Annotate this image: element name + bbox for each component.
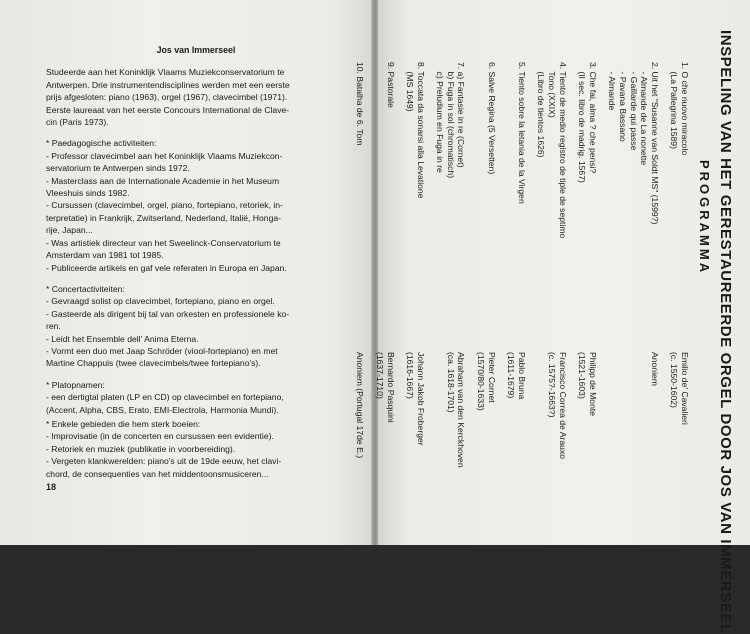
program-gap (497, 62, 506, 532)
composer (607, 352, 660, 532)
program-item (669, 62, 690, 532)
composer-line: Francisco Correa de Arauxo (557, 352, 568, 459)
composer (536, 352, 568, 532)
program-item (355, 62, 366, 532)
section-line: - Cursussen (clavecimbel, orgel, piano, fortepiano, retoriek, in- (46, 200, 283, 211)
section-line: - Vormt een duo met Jaap Schröder (viool-fortepiano) en met (46, 345, 278, 356)
section-line: - Was artistiek directeur van het Sweelinck-Conservatorium te (46, 237, 281, 248)
work-line: - Almande (607, 62, 618, 111)
intro-line: Studeerde aan het Koninklijk Vlaams Muziekconservatorium te (46, 67, 285, 78)
section-paedagogisch (46, 137, 346, 273)
program-item (374, 62, 395, 532)
program-item (476, 62, 497, 532)
section-heading: * Paedagogische activiteiten: (46, 138, 157, 149)
work-line: 4. Tiento de medio registro de tiple de septimo (557, 62, 568, 239)
composer (506, 352, 527, 532)
composer-line: (ca. 1618-1701) (445, 352, 456, 413)
composer-line: Bernardo Pasquini (385, 352, 396, 423)
section-line: - Retoriek en muziek (publikatie in voorbereiding). (46, 443, 236, 454)
work-title (374, 62, 395, 352)
section-platopnamen (46, 379, 346, 416)
section-line: terpretatie) in Frankrijk, Zwitserland, Nederland, Italië, Honga- (46, 212, 281, 223)
composer-line: Pieter Cornet (486, 352, 497, 403)
composer (669, 352, 690, 532)
composer-line: Anoniem (Portugal 17de E.) (355, 352, 366, 459)
program-gap (660, 62, 669, 532)
composer (435, 352, 467, 532)
program-item (607, 62, 660, 532)
intro-line: Eerste laureaat van het eerste Concours International de Clave- (46, 104, 290, 115)
composer-line: (1611-1679) (506, 352, 517, 399)
section-heading: * Enkele gebieden die hem sterk boeien: (46, 418, 201, 429)
section-line: Vleeshuis sinds 1982. (46, 188, 130, 199)
work-title (476, 62, 497, 352)
work-title (577, 62, 598, 352)
section-heading: * Platopnamen: (46, 379, 105, 390)
composer-line: Johann Jakob Froberger (415, 352, 426, 446)
section-line: (Accent, Alpha, CBS, Erato, EMI-Electrola, Harmonia Mundi). (46, 404, 279, 415)
composer-line: (1570/80-1633) (476, 352, 487, 411)
biography (46, 44, 346, 480)
work-line: (MS 1649) (405, 62, 416, 112)
composer-line: (c. 1550-1602) (669, 352, 680, 408)
left-page (0, 0, 372, 545)
composer (374, 352, 395, 532)
section-line: servatorium te Antwerpen sinds 1972. (46, 163, 190, 174)
intro-line: cin (Paris 1973). (46, 117, 109, 128)
work-line: (Libro de tientos 1626) (536, 62, 547, 158)
work-line: c) Preludium en Fuga in re (435, 62, 446, 173)
work-title (506, 62, 527, 352)
work-line: 2. Uit het "Susanne van Soldt MS" (1599?) (649, 62, 660, 225)
work-line: 10. Batalha de 6. Tom (355, 62, 366, 146)
section-line: - een dertigtal platen (LP en CD) op clavecimbel en fortepiano, (46, 392, 284, 403)
work-line: (Il sec. libro de madrig. 1567) (577, 62, 588, 183)
section-line: - Masterclass aan de Internationale Academie in het Museum (46, 175, 280, 186)
composer-line: Anoniem (649, 352, 660, 386)
work-line: b) Fuga in sol (chromatisch) (445, 62, 456, 179)
program-gap (527, 62, 536, 532)
work-line: 7. a) Fantasie in re (Cornet) (456, 62, 467, 168)
section-line: ren. (46, 321, 61, 332)
work-line: 1. O che nuovo miracolo (680, 62, 690, 156)
work-title (536, 62, 568, 352)
performer-name: Jos van Immerseel (156, 45, 236, 55)
page-subtitle: PROGRAMMA (697, 160, 712, 276)
program-gap (365, 62, 374, 532)
program-item (405, 62, 426, 532)
intro-line: prijs afgesloten: piano (1963), orgel (1967), clavecimbel (1971). (46, 92, 288, 103)
section-heading: * Concertactiviteiten: (46, 283, 125, 294)
work-title (607, 62, 660, 352)
section-line: - Improvisatie (in de concerten en cursussen een evidentie). (46, 431, 274, 442)
section-line: Amsterdam van 1981 tot 1985. (46, 250, 164, 261)
section-line: - Professor clavecimbel aan het Koninklijk Vlaams Muziekcon- (46, 150, 283, 161)
section-line: - Gasteerde als dirigent bij tal van orkesten en professionele ko- (46, 308, 290, 319)
composer (355, 352, 366, 532)
program-list (355, 62, 690, 532)
section-interests (46, 418, 346, 480)
composer (476, 352, 497, 532)
composer (405, 352, 426, 532)
section-line: - Vergeten klankwerelden: piano's uit de 19de eeuw, het clavi- (46, 456, 282, 467)
work-line: - Almande de La nonette (639, 62, 650, 166)
work-title (669, 62, 690, 352)
program-gap (396, 62, 405, 532)
program-item (435, 62, 467, 532)
composer-line: (1521-1603) (577, 352, 588, 399)
program-gap (426, 62, 435, 532)
composer-line: (c. 1575?-1663?) (547, 352, 558, 418)
work-title (405, 62, 426, 352)
composer-line: Philipp de Monte (587, 352, 598, 417)
intro-paragraph (46, 66, 346, 128)
composer-line: Emilio de' Cavalieri (680, 352, 690, 425)
page-number: 18 (46, 482, 57, 492)
work-line: (La Pallegrina 1589) (669, 62, 680, 149)
section-line: - Publiceerde artikels en gaf vele referaten in Europa en Japan. (46, 262, 287, 273)
composer (577, 352, 598, 532)
work-title (435, 62, 467, 352)
work-line: 5. Tiento sobre la letania de la Virgen (516, 62, 527, 204)
rotated-program-page (355, 0, 750, 634)
composer-line: (1637-1710) (374, 352, 385, 399)
section-line: - Gevraagd solist op clavecimbel, fortepiano, piano en orgel. (46, 296, 275, 307)
program-gap (598, 62, 607, 532)
work-line: 3. Che fai, alma ? che pensi? (587, 62, 598, 174)
program-gap (568, 62, 577, 532)
page-title: INSPELING VAN HET GERESTAUREERDE ORGEL DOOR JOS VAN IMMERSEEL (717, 30, 734, 634)
section-line: rije, Japan... (46, 225, 93, 236)
work-line: - Pavana Bassano (618, 62, 629, 142)
composer-line: Pablo Bruna (516, 352, 527, 400)
work-line: 9. Pastorale (385, 62, 396, 108)
intro-line: Antwerpen. Drie instrumentendisciplines werden met een eerste (46, 79, 290, 90)
section-line: Martine Chappuis (twee clavecimbels/twee fortepiano's). (46, 358, 261, 369)
composer-line: (1616-1667) (405, 352, 416, 399)
work-line: - Gaillarde qui passe (628, 62, 639, 151)
section-line: - Leidt het Ensemble dell' Anima Eterna. (46, 333, 199, 344)
program-item (536, 62, 568, 532)
program-gap (467, 62, 476, 532)
work-line: 6. Salve Regina (5 Versetten) (486, 62, 497, 175)
work-line: Tono (XXIX) (547, 62, 558, 118)
section-line: chord, de consequenties van het middentoonsmusiceren... (46, 468, 269, 479)
section-concert (46, 283, 346, 370)
work-line: 8. Toccata da sonarsi alla Levatione (415, 62, 426, 199)
program-item (506, 62, 527, 532)
composer-line: Abraham van den Kerckhoven (456, 352, 467, 468)
program-item (577, 62, 598, 532)
work-title (355, 62, 366, 352)
